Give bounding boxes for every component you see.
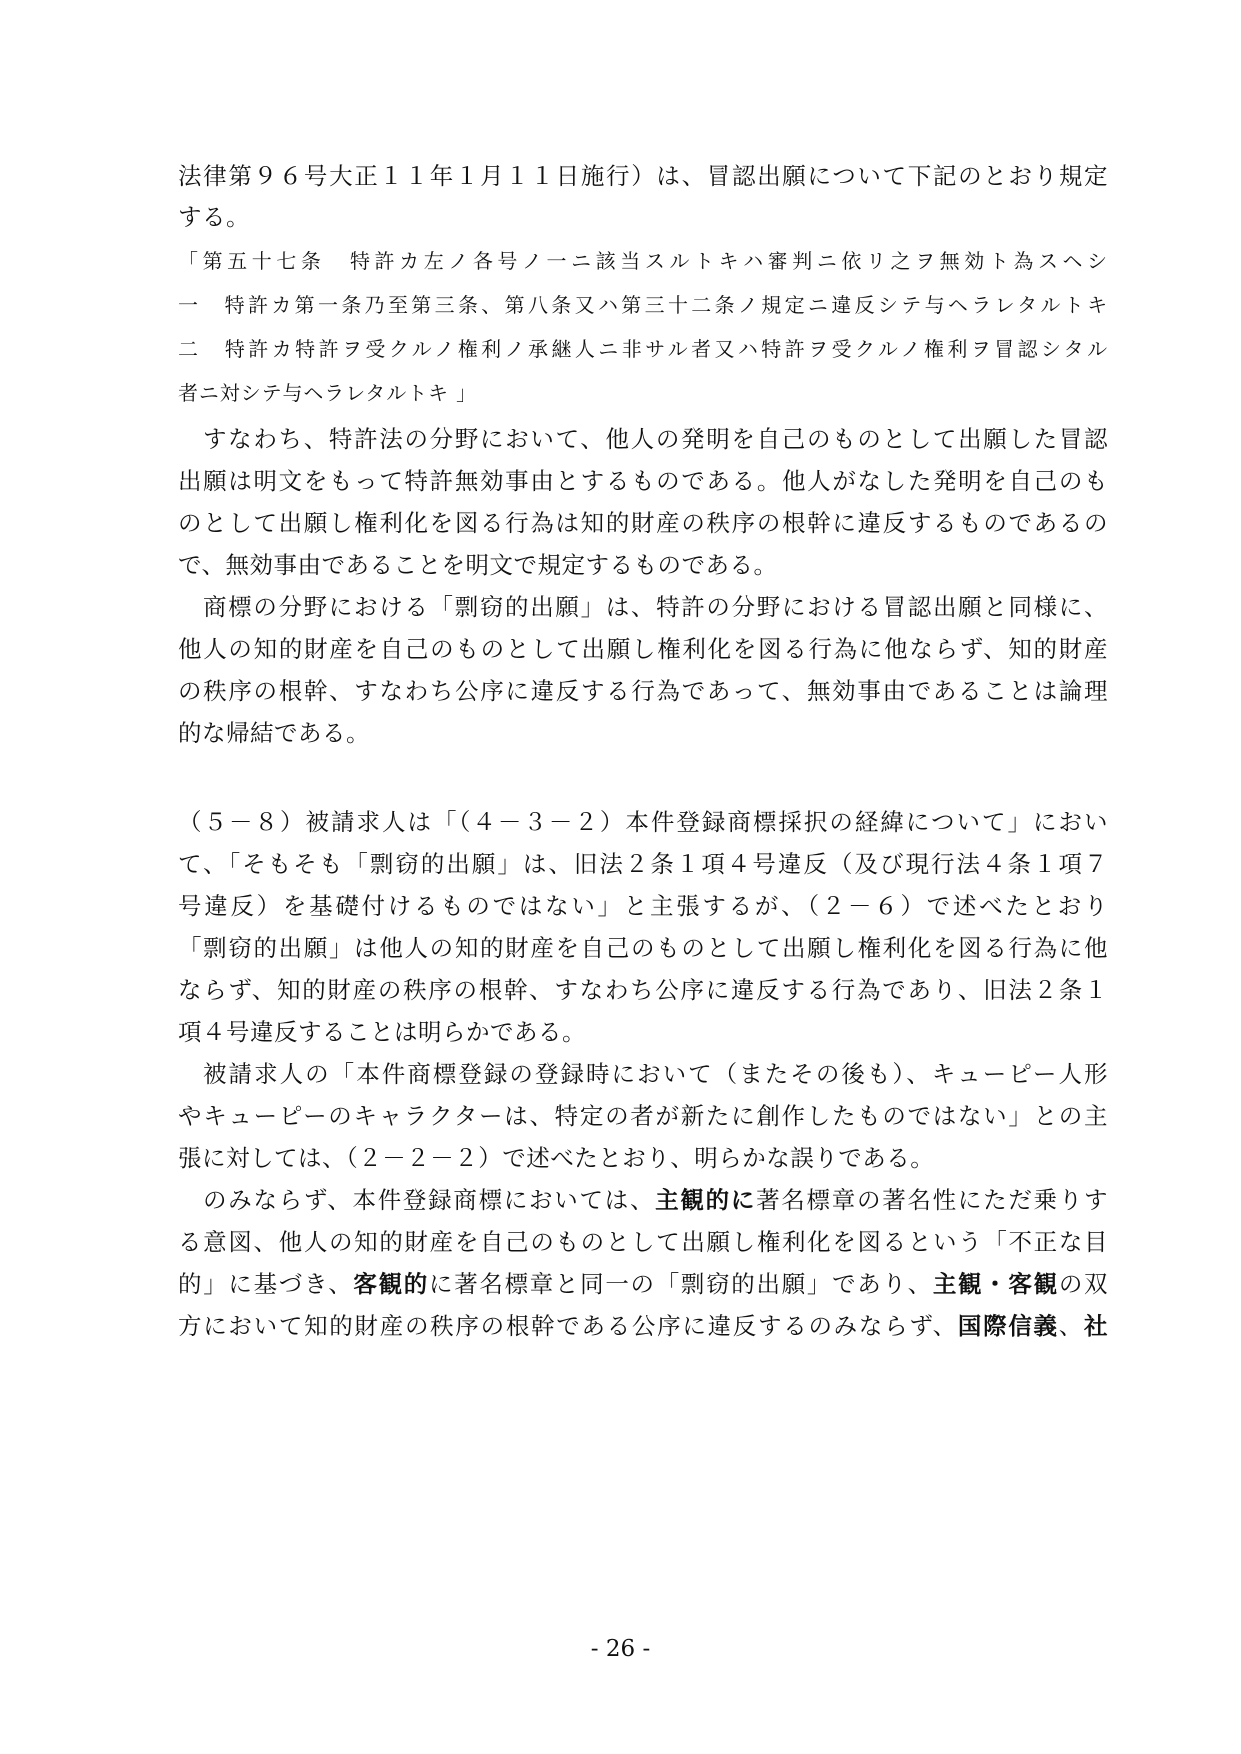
section-heading-line: （５－８）被請求人は「（４－３－２）本件登録商標採択の経緯について」におい: [178, 808, 1108, 836]
text-line: で、無効事由であることを明文で規定するものである。: [178, 551, 778, 579]
quoted-law-line: 「第五十七条 特許カ左ノ各号ノ一ニ該当スルトキハ審判ニ依リ之ヲ無効ト為スヘシ: [178, 249, 1108, 273]
text-line: 「剽窃的出願」は他人の知的財産を自己のものとして出願し権利化を図る行為に他: [178, 934, 1108, 962]
text-line: る意図、他人の知的財産を自己のものとして出願し権利化を図るという「不正な目: [178, 1228, 1108, 1256]
text-line-emphasis: 的」に基づき、客観的に著名標章と同一の「剽窃的出願」であり、主観・客観の双: [178, 1270, 1109, 1298]
text-line: 的な帰結である。: [178, 719, 370, 747]
text-line: のとして出願し権利化を図る行為は知的財産の秩序の根幹に違反するものであるの: [178, 509, 1108, 537]
bold-emphasis: 国際信義: [957, 1312, 1059, 1340]
bold-emphasis: 主観・客観: [932, 1270, 1059, 1298]
bold-emphasis: 社: [1084, 1312, 1108, 1340]
text-line: する。: [178, 203, 250, 231]
text-line-emphasis: のみならず、本件登録商標においては、主観的に著名標章の著名性にただ乗りす: [203, 1186, 1109, 1214]
page-number: - 26 -: [590, 1636, 651, 1662]
text-line: て、「そもそも「剽窃的出願」は、旧法２条１項４号違反（及び現行法４条１項７: [178, 850, 1108, 878]
quoted-law-line: 者ニ対シテ与ヘラレタルトキ 」: [178, 381, 478, 405]
bold-emphasis: 主観的に: [655, 1186, 757, 1214]
text-line: すなわち、特許法の分野において、他人の発明を自己のものとして出願した冒認: [203, 425, 1108, 453]
quoted-law-line: 一 特許カ第一条乃至第三条、第八条又ハ第三十二条ノ規定ニ違反シテ与ヘラレタルトキ: [178, 293, 1108, 317]
text-line-emphasis: 方において知的財産の秩序の根幹である公序に違反するのみならず、国際信義、社: [178, 1312, 1108, 1340]
text-line: 被請求人の「本件商標登録の登録時において（またその後も）、キューピー人形: [203, 1060, 1108, 1088]
text-line: 商標の分野における「剽窃的出願」は、特許の分野における冒認出願と同様に、: [203, 593, 1108, 621]
text-line: 号違反）を基礎付けるものではない」と主張するが、（２－６）で述べたとおり: [178, 892, 1108, 920]
text-line: やキューピーのキャラクターは、特定の者が新たに創作したものではない」との主: [178, 1102, 1108, 1130]
text-line: 張に対しては、（２－２－２）で述べたとおり、明らかな誤りである。: [178, 1144, 935, 1172]
text-line: 出願は明文をもって特許無効事由とするものである。他人がなした発明を自己のも: [178, 467, 1108, 495]
text-line: の秩序の根幹、すなわち公序に違反する行為であって、無効事由であることは論理: [178, 677, 1108, 705]
text-line: 他人の知的財産を自己のものとして出願し権利化を図る行為に他ならず、知的財産: [178, 635, 1108, 663]
text-line: 項４号違反することは明らかである。: [178, 1018, 586, 1046]
quoted-law-line: 二 特許カ特許ヲ受クルノ権利ノ承継人ニ非サル者又ハ特許ヲ受クルノ権利ヲ冒認シタル: [178, 337, 1108, 361]
text-line: ならず、知的財産の秩序の根幹、すなわち公序に違反する行為であり、旧法２条１: [178, 976, 1108, 1004]
text-line: 法律第９６号大正１１年１月１１日施行）は、冒認出願について下記のとおり規定: [178, 162, 1108, 190]
bold-emphasis: 客観的: [353, 1270, 429, 1298]
